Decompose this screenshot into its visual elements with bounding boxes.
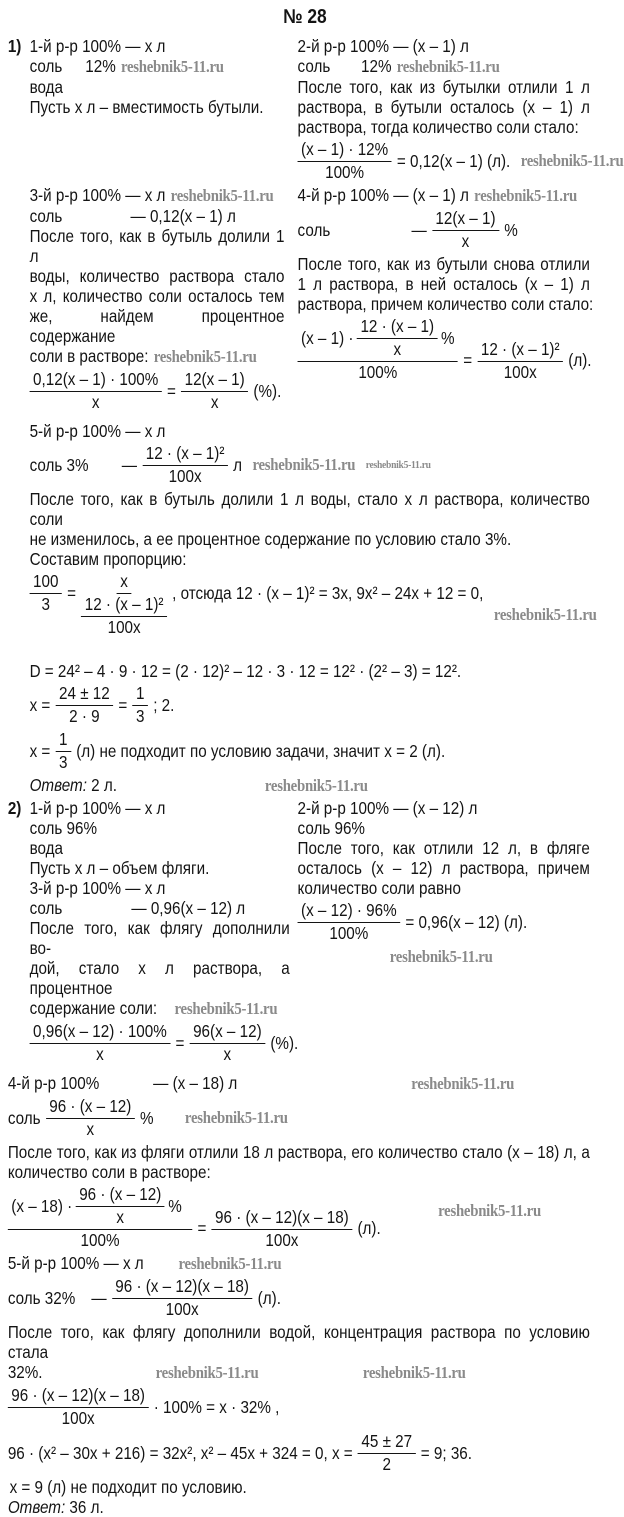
compound-fraction: (x – 18) · $\frac{96 \cdot (x - 12)}{x}$ % 100%	[8, 1184, 192, 1251]
fraction: $\frac{0,12(x - 1) \cdot 100\%}{x}$	[30, 369, 162, 413]
part2-top: 2) 1-й р-р 100% — x л соль 96% вода Пусть x л – объем фляги. 3-й р-р 100% — x л соль — 0,96(x – 12) л После того, как флягу дополнили во- дой, стало x л раствора, а процентное содержание соли: reshebnik5-11.ru $\frac{0,96(x - 12) \cdot 100\%}{x}$ = $\frac{96(x - 12)}{x}$ (%). 2-й р-р 100% — (x – 12) л соль 96% После того, как отлили 12 л, в фляге осталось (x – 12) л раствора, причем количество соли равно $\frac{(x - 12) \cdot 96\%}{100\%}$ = 0,96(x – 12) (л). reshebnik5-11.ru	[7, 798, 590, 1064]
equation: соль — $\frac{12(x - 1)}{x}$ %	[297, 208, 518, 251]
watermark: reshebnik5-11.ru	[493, 605, 597, 624]
text-line: соль 96%	[297, 818, 365, 838]
answer: Ответ: 2 л. reshebnik5-11.ru	[29, 775, 368, 795]
fraction: $\frac{\text{12 · (x – 1)²}}{100x}$	[142, 443, 228, 487]
equation: $\frac{0,96(x - 12) \cdot 100\%}{x}$ = $\frac{96(x - 12)}{x}$ (%).	[30, 1021, 298, 1065]
text-line: После того, как в бутыль долили 1 л воды, стало x л раствора, количество соли	[29, 489, 590, 529]
fraction: $\frac{100}{3}$	[30, 571, 62, 615]
text-line: содержание соли:	[29, 998, 158, 1018]
text-line: количество соли равно	[297, 878, 461, 898]
fraction: $\frac{(x - 12) \cdot 96\%}{100\%}$	[298, 900, 401, 944]
fraction: $\frac{\text{12 · (x – 1)²}}{100x}$	[477, 339, 563, 383]
text-line: раствора, в бутыли осталось (x – 1) л	[297, 97, 590, 117]
part1-top: 1) 1-й р-р 100% — x л соль 12% reshebnik5-11.ru вода Пусть x л – вместимость бутыли. 2-й р-р 100% — (x – 1) л соль 12% reshebnik5-11.ru После того, как из бутылки отлили 1 л раствора, в бутыли осталось (x – 1) л раствора, тогда количество соли стало: $\frac{(x - 1) \cdot 12\%}{100\%}$ = 0,12(x – 1) (л). reshebnik5-11.ru	[7, 36, 624, 182]
equation: $\frac{100}{3}$ = $\frac{x}{\frac{\text{12 · (x – 1)²}}{100x}}$ , отсюда 12 · (x – 1)² = 3x, 9x² – 24x + 12 = 0, reshebnik5-11.ru	[30, 571, 594, 659]
watermark: reshebnik5-11.ru	[411, 1074, 515, 1093]
watermark: reshebnik5-11.ru	[365, 459, 431, 471]
fraction: $\frac{45 \pm 27}{2}$	[358, 1431, 416, 1475]
text-line: 3-й р-р 100% — x л	[29, 878, 166, 898]
watermark: reshebnik5-11.ru	[174, 999, 278, 1018]
text-line: раствора, тогда количество соли стало:	[297, 117, 579, 137]
equation: $\frac{(x - 12) \cdot 96\%}{100\%}$ = 0,96(x – 12) (л).	[298, 900, 590, 944]
text-line: 1-й р-р 100% — x л	[29, 798, 166, 818]
text-line: 3-й р-р 100% — x л	[29, 185, 166, 205]
text-line: воды, количество раствора стало	[29, 266, 285, 286]
text-line: После того, как из бутылки отлили 1 л	[297, 77, 590, 97]
equation: $\frac{(x - 1) \cdot 12\%}{100\%}$ = 0,12(x – 1) (л). reshebnik5-11.ru	[298, 139, 590, 183]
text-line: не изменилось, а ее процентное содержание по условию стало 3%.	[29, 529, 512, 549]
fraction: $\frac{96 \cdot (x - 12)(x - 18)}{100x}$	[212, 1207, 353, 1251]
watermark: reshebnik5-11.ru	[389, 947, 493, 966]
part1-bottom	[29, 421, 597, 796]
fraction: $\frac{12(x - 1)}{x}$	[432, 208, 499, 252]
watermark: reshebnik5-11.ru	[120, 57, 224, 76]
fraction: $\frac{12 \cdot (x - 1)}{x}$	[357, 316, 438, 360]
text-line: раствора, причем количество соли стало:	[297, 294, 594, 314]
fraction: $\frac{96 \cdot (x - 12)}{x}$	[46, 1096, 135, 1140]
text-line: 2-й р-р 100% — (x – 1) л	[297, 36, 469, 56]
watermark: reshebnik5-11.ru	[264, 776, 368, 795]
equation: соль $\frac{96 \cdot (x - 12)}{x}$ % reshebnik5-11.ru	[7, 1096, 288, 1139]
text-line: После того, как флягу дополнили во-	[29, 918, 290, 958]
part1-middle: 3-й р-р 100% — x л reshebnik5-11.ru соль — 0,12(x – 1) л После того, как в бутыль долили 1 л воды, количество раствора стало x л, количество соли осталось тем же, найдем процентное содержание соли в растворе: reshebnik5-11.ru $\frac{0,12(x - 1) \cdot 100\%}{x}$ = $\frac{12(x - 1)}{x}$ (%). 4-й р-р 100% — (x – 1) л reshebnik5-11.ru соль — $\frac{12(x - 1)}{x}$ % После того, как из бутыли снова отлили 1 л раствора, в ней осталось (x – 1) л раствора, причем количество соли стало: (x – 1) · $\frac{12 \cdot (x - 1)}{x}$ % 100% = $\frac{\text{12 · (x – 1)²}}{100x}$ (л).	[29, 185, 594, 412]
watermark: reshebnik5-11.ru	[170, 186, 274, 205]
answer: Ответ: 36 л.	[7, 1497, 104, 1517]
fraction: $\frac{1}{3}$	[133, 683, 148, 727]
text-line: вода	[29, 77, 63, 97]
watermark: reshebnik5-11.ru	[153, 347, 257, 366]
watermark: reshebnik5-11.ru	[155, 1363, 259, 1382]
watermark: reshebnik5-11.ru	[362, 1363, 466, 1382]
equation: соль 32% — $\frac{96 \cdot (x - 12)(x - 18)}{100x}$ (л).	[7, 1276, 281, 1319]
problem-number: № 28	[283, 6, 327, 28]
equation: $\frac{96 \cdot (x - 12)(x - 18)}{100x}$ · 100% = x · 32% ,	[8, 1385, 594, 1429]
part-label: 2)	[7, 798, 22, 818]
equation: x = $\frac{1}{3}$ (л) не подходит по условию задачи, значит x = 2 (л).	[29, 729, 446, 772]
fraction: $\frac{1}{3}$	[56, 729, 71, 773]
text-line: После того, как из фляги отлили 18 л раствора, его количество стало (x – 18) л, а	[7, 1142, 590, 1162]
equation: $\frac{0,12(x - 1) \cdot 100\%}{x}$ = $\frac{12(x - 1)}{x}$ (%).	[30, 369, 298, 413]
watermark: reshebnik5-11.ru	[252, 455, 356, 474]
text-line: же, найдем процентное содержание	[29, 306, 285, 346]
watermark: reshebnik5-11.ru	[474, 186, 577, 205]
text-line: После того, как из бутыли снова отлили	[297, 254, 590, 274]
equation: (x – 18) · $\frac{96 \cdot (x - 12)}{x}$ % 100% = $\frac{96 \cdot (x - 12)(x - 18)}{100x}$ (л). reshebnik5-11.ru	[8, 1184, 594, 1251]
text-line: 1 л раствора, в ней осталось (x – 1) л	[297, 274, 590, 294]
compound-fraction: $\frac{x}{\frac{\text{12 · (x – 1)²}}{100x}}$	[81, 571, 167, 638]
watermark: reshebnik5-11.ru	[396, 57, 500, 76]
fraction: $\frac{0,96(x - 12) \cdot 100\%}{x}$	[30, 1021, 171, 1065]
equation: 96 · (x² – 30x + 216) = 32x², x² – 45x + 324 = 0, x = $\frac{45 \pm 27}{2}$ = 9; 36.	[7, 1431, 473, 1474]
text-line: Пусть x л – вместимость бутыли.	[29, 97, 264, 117]
text-line: осталось (x – 12) л раствора, причем	[297, 858, 590, 878]
part2-bottom: 4-й р-р 100% — (x – 18) л reshebnik5-11.ru соль $\frac{96 \cdot (x - 12)}{x}$ % reshebnik5-11.ru После того, как из фляги отлили 18 л раствора, его количество стало (x – 18) л, а количество соли в растворе: (x – 18) · $\frac{96 \cdot (x - 12)}{x}$ % 100% = $\frac{96 \cdot (x - 12)(x - 18)}{100x}$ (л). reshebnik5-11.ru 5-й р-р 100% — x л reshebnik5-11.ru соль 32% — $\frac{96 \cdot (x - 12)(x - 18)}{100x}$ (л). После того, как флягу дополнили водой, концентрация раствора по условию стала 32%. reshebnik5-11.ru reshebnik5-11.ru $\frac{96 \cdot (x - 12)(x - 18)}{100x}$ · 100% = x · 32% , 96 · (x² – 30x + 216) = 32x², x² – 45x + 324 = 0, x = $\frac{45 \pm 27}{2}$ = 9; 36. x = 9 (л) не подходит по условию. Ответ: 36 л.	[8, 1073, 594, 1517]
text-line: x л, количество соли осталось тем	[29, 286, 285, 306]
fraction: $\frac{96(x - 12)}{x}$	[190, 1021, 266, 1065]
fraction: $\frac{96 \cdot (x - 12)(x - 18)}{100x}$	[8, 1385, 149, 1429]
text-line: После того, как флягу дополнили водой, концентрация раствора по условию стала	[7, 1322, 590, 1362]
watermark: reshebnik5-11.ru	[520, 151, 624, 170]
fraction: $\frac{24 \pm 12}{2 \cdot 9}$	[56, 683, 114, 727]
text-line: соль 96%	[29, 818, 98, 838]
watermark: reshebnik5-11.ru	[438, 1201, 541, 1220]
text-line: 32%.	[7, 1362, 43, 1382]
text-line: 4-й р-р 100% — (x – 1) л	[297, 185, 469, 205]
text-line: 5-й р-р 100% — x л	[29, 421, 166, 441]
text-line: дой, стало x л раствора, а процентное	[29, 958, 290, 998]
text-line: D = 24² – 4 · 9 · 12 = (2 · 12)² – 12 · 3 · 12 = 12² · (2² – 3) = 12².	[29, 661, 462, 681]
compound-fraction: (x – 1) · $\frac{12 \cdot (x - 1)}{x}$ % 100%	[298, 316, 459, 383]
part-label: 1)	[7, 36, 22, 56]
watermark: reshebnik5-11.ru	[178, 1254, 282, 1273]
text-line: 5-й р-р 100% — x л	[7, 1253, 144, 1273]
equation: соль 3% — $\frac{\text{12 · (x – 1)²}}{100x}$ л reshebnik5-11.ru reshebnik5-11.ru	[29, 443, 431, 486]
fraction: $\frac{(x - 1) \cdot 12\%}{100\%}$	[298, 139, 392, 183]
text-line: Пусть x л – объем фляги.	[29, 858, 210, 878]
fraction: $\frac{96 \cdot (x - 12)}{x}$	[76, 1184, 165, 1228]
text-line: x = 9 (л) не подходит по условию.	[9, 1477, 247, 1497]
text-line: Составим пропорцию:	[29, 549, 187, 569]
text-line: 2-й р-р 100% — (x – 12) л	[297, 798, 478, 818]
text-line: количество соли в растворе:	[7, 1162, 211, 1182]
equation: x = $\frac{24 \pm 12}{2 \cdot 9}$ = $\frac{1}{3}$ ; 2.	[29, 683, 175, 726]
text-line: вода	[29, 838, 63, 858]
fraction: $\frac{96 \cdot (x - 12)(x - 18)}{100x}$	[112, 1276, 253, 1320]
equation: (x – 1) · $\frac{12 \cdot (x - 1)}{x}$ % 100% = $\frac{\text{12 · (x – 1)²}}{100x}$ (л).	[298, 316, 590, 383]
text-line: После того, как в бутыль долили 1 л	[29, 226, 285, 266]
text-line: 1-й р-р 100% — x л	[29, 36, 166, 56]
fraction: $\frac{12(x - 1)}{x}$	[181, 369, 248, 413]
text-line: После того, как отлили 12 л, в фляге	[297, 838, 590, 858]
text-line: соли в растворе:	[29, 346, 149, 366]
watermark: reshebnik5-11.ru	[184, 1108, 288, 1127]
